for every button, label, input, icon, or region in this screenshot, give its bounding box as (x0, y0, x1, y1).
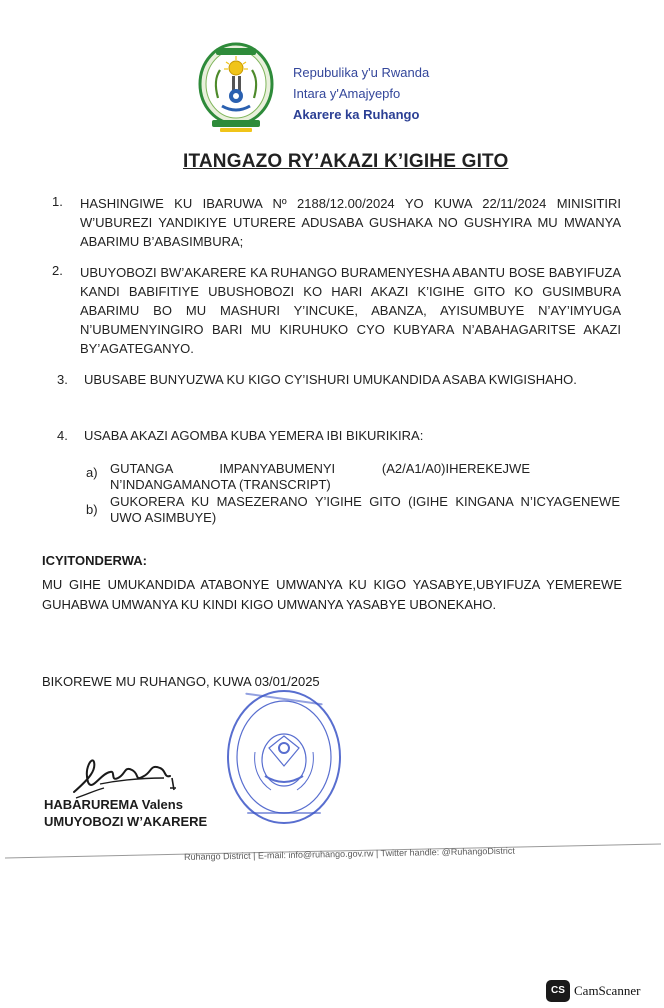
institution-header (293, 62, 429, 125)
camscanner-watermark (546, 980, 658, 1002)
official-stamp-icon (225, 688, 343, 826)
subitem-text: GUTANGA IMPANYABUMENYI (A2/A1/A0)IHEREKEJWE N’INDANGAMANOTA (TRANSCRIPT) (110, 461, 530, 492)
item-text: UBUSABE BUNYUZWA KU KIGO CY’ISHURI UMUKANDIDA ASABA KWIGISHAHO. (84, 372, 577, 387)
item-number: 3. (57, 372, 68, 387)
footer-contact: Ruhango District | E-mail: info@ruhango.gov.rw | Twitter handle: @RuhangoDistrict (184, 845, 515, 862)
item-text: USABA AKAZI AGOMBA KUBA YEMERA IBI BIKURIKIRA: (84, 428, 424, 443)
camscanner-logo-icon: CS (546, 980, 570, 1002)
document-title: ITANGAZO RY’AKAZI K’IGIHE GITO (183, 151, 509, 172)
header-district: Akarere ka Ruhango (293, 107, 420, 122)
subitem-label: a) (86, 465, 98, 480)
item-number: 2. (52, 263, 63, 278)
camscanner-label: CamScanner (574, 983, 641, 998)
item-text: UBUYOBOZI BW’AKARERE KA RUHANGO BURAMENYESHA ABANTU BOSE BABYIFUZA KANDI BABIFITIYE UBUSHOBOZI KO HARI AKAZI K’IGIHE GITO KO GUSIMBURA ABARIMU BO MU MASHURI Y’INCUKE, ABANZA, AYISUMBUYE N’AY’IMYUGA N’UBUMENYINGIRO BARI MU KIRUHUKO CYO KUBYARA N’ABAHAGARITSE AKAZI BY’AGATEGANYO. (80, 265, 621, 356)
place-and-date: BIKOREWE MU RUHANGO, KUWA 03/01/2025 (42, 674, 320, 689)
note-text: MU GIHE UMUKANDIDA ATABONYE UMWANYA KU KIGO YASABYE,UBYIFUZA YEMEREWE GUHABWA UMWANYA KU KINDI KIGO UMWANYA YASABYE UBONEKAHO. (42, 577, 622, 612)
coat-of-arms-icon (196, 40, 276, 134)
subitem-label: b) (86, 502, 98, 517)
signatory-title: UMUYOBOZI W’AKARERE (44, 814, 208, 829)
signatory-name: HABARUREMA Valens (44, 797, 183, 812)
item-number: 1. (52, 194, 63, 209)
header-republic: Repubulika y'u Rwanda (293, 65, 430, 80)
note-heading: ICYITONDERWA: (42, 553, 147, 568)
subitem-text: GUKORERA KU MASEZERANO Y’IGIHE GITO (IGIHE KINGANA N’ICYAGENEWE UWO ASIMBUYE) (110, 494, 620, 525)
item-number: 4. (57, 428, 68, 443)
header-province: Intara y'Amajyepfo (293, 86, 401, 101)
item-text: HASHINGIWE KU IBARUWA Nº 2188/12.00/2024 YO KUWA 22/11/2024 MINISITIRI W’UBUREZI YANDIKIYE UTURERE ADUSABA GUSHAKA NO GUSHYIRA MU MWANYA ABARIMU B’ABASIMBURA; (80, 196, 621, 249)
